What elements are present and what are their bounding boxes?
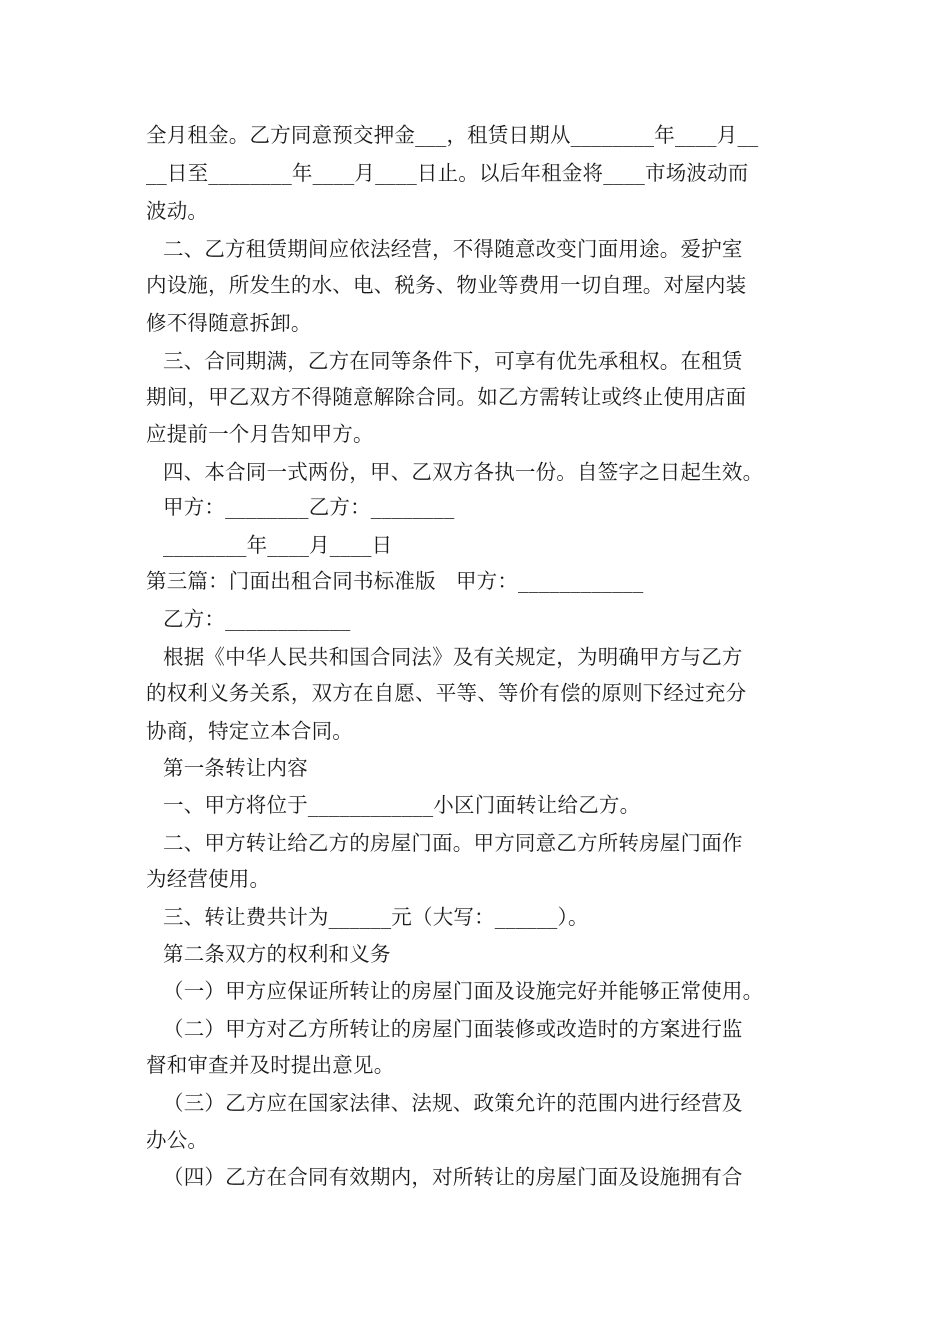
text-line: （四）乙方在合同有效期内，对所转让的房屋门面及设施拥有合 [163,1165,743,1189]
text-line: 为经营使用。 [146,867,271,891]
text-line: 二、甲方转让给乙方的房屋门面。甲方同意乙方所转房屋门面作 [163,831,743,855]
text-line: ________年____月____日 [163,533,393,557]
text-line: 修不得随意拆卸。 [146,311,312,335]
text-line: 第二条双方的权利和义务 [163,942,391,966]
text-line: 根据《中华人民共和国合同法》及有关规定，为明确甲方与乙方 [163,645,743,669]
text-line: __日至________年____月____日止。以后年租金将____市场波动而 [146,161,749,185]
text-line: 二、乙方租赁期间应依法经营，不得随意改变门面用途。爱护室 [163,237,743,261]
text-line: 波动。 [146,199,209,223]
text-line: 第三篇：门面出租合同书标准版 甲方：____________ [146,569,644,593]
text-line: 乙方：____________ [163,607,351,631]
text-line: 三、合同期满，乙方在同等条件下，可享有优先承租权。在租赁 [163,349,743,373]
text-line: 一、甲方将位于____________小区门面转让给乙方。 [163,793,641,817]
text-line: 应提前一个月告知甲方。 [146,422,374,446]
text-line: 办公。 [146,1128,209,1152]
text-line: 内设施，所发生的水、电、税务、物业等费用一切自理。对屋内装 [146,273,747,297]
text-line: 期间，甲乙双方不得随意解除合同。如乙方需转让或终止使用店面 [146,385,747,409]
text-line: 甲方：________乙方：________ [163,495,455,519]
text-line: 的权利义务关系，双方在自愿、平等、等价有偿的原则下经过充分 [146,681,747,705]
text-line: 三、转让费共计为______元（大写：______）。 [163,905,589,929]
text-line: 第一条转让内容 [163,756,308,780]
text-line: 协商，特定立本合同。 [146,719,353,743]
text-line: （一）甲方应保证所转让的房屋门面及设施完好并能够正常使用。 [163,979,764,1003]
text-line: 全月租金。乙方同意预交押金___，租赁日期从________年____月__ [146,123,759,147]
text-line: （二）甲方对乙方所转让的房屋门面装修或改造时的方案进行监 [163,1017,743,1041]
text-line: 督和审查并及时提出意见。 [146,1053,395,1077]
text-line: 四、本合同一式两份，甲、乙双方各执一份。自签字之日起生效。 [163,460,764,484]
text-line: （三）乙方应在国家法律、法规、政策允许的范围内进行经营及 [163,1091,743,1115]
